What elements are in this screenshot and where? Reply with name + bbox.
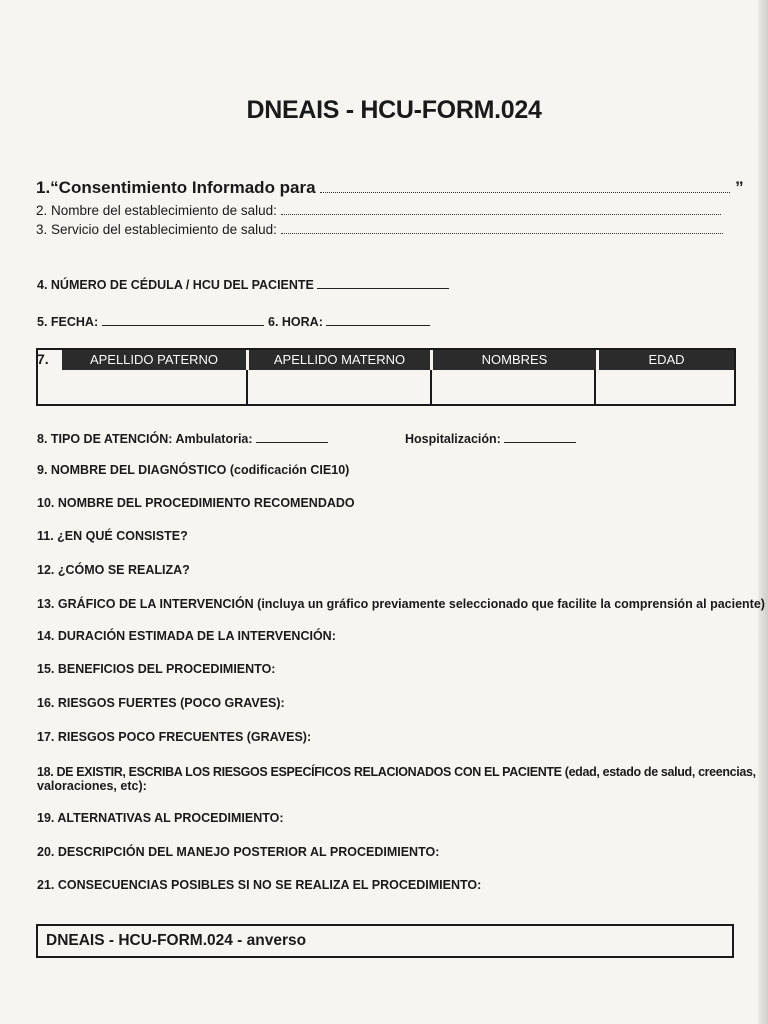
item-2-label: 2. Nombre del establecimiento de salud: [36,203,277,218]
item-1-close-quote: ” [735,178,744,197]
item-7-label: 7. [37,351,49,367]
item-6-row [268,313,430,329]
item-18-line-2: valoraciones, etc): [37,779,147,793]
item-15: 15. BENEFICIOS DEL PROCEDIMIENTO: [37,662,276,676]
item-1-field[interactable] [320,180,730,193]
footer-label: DNEAIS - HCU-FORM.024 - anverso [46,932,307,949]
item-4-row [37,276,449,292]
scan-edge-shadow [758,0,768,1024]
item-3-label: 3. Servicio del establecimiento de salud: [36,222,277,237]
table-input-row [38,370,734,404]
item-8-label: 8. TIPO DE ATENCIÓN: [37,432,173,446]
table-header-row [62,350,734,370]
hospitalizacion-field[interactable] [504,430,576,443]
footer-box [36,924,734,958]
item-16: 16. RIESGOS FUERTES (POCO GRAVES): [37,696,285,710]
hora-field[interactable] [326,313,430,326]
item-1-label: 1.“Consentimiento Informado para [36,178,316,197]
item-3-row [36,221,723,237]
col-apellido-materno: APELLIDO MATERNO [246,350,430,370]
item-14: 14. DURACIÓN ESTIMADA DE LA INTERVENCIÓN: [37,629,336,643]
item-12: 12. ¿CÓMO SE REALIZA? [37,563,190,577]
col-apellido-paterno: APELLIDO PATERNO [89,352,219,367]
ambulatoria-label: Ambulatoria: [175,432,253,446]
item-9: 9. NOMBRE DEL DIAGNÓSTICO (codificación CIE10) [37,463,350,477]
item-5-label: 5. FECHA: [37,315,99,329]
patient-name-table [36,348,736,406]
item-20: 20. DESCRIPCIÓN DEL MANEJO POSTERIOR AL PROCEDIMIENTO: [37,845,440,859]
item-21: 21. CONSECUENCIAS POSIBLES SI NO SE REALIZA EL PROCEDIMIENTO: [37,878,482,892]
edad-cell[interactable] [594,370,734,404]
item-6-label: 6. HORA: [268,315,323,329]
item-5-row [37,313,264,329]
nombres-cell[interactable] [430,370,594,404]
apellido-materno-cell[interactable] [246,370,430,404]
col-edad: EDAD [596,350,734,370]
item-2-field[interactable] [281,202,721,215]
item-19: 19. ALTERNATIVAS AL PROCEDIMIENTO: [37,811,284,825]
hospitalizacion-label: Hospitalización: [405,432,501,446]
item-11: 11. ¿EN QUÉ CONSISTE? [37,529,188,543]
item-17: 17. RIESGOS POCO FRECUENTES (GRAVES): [37,730,312,744]
hospitalizacion-row [405,430,576,446]
item-13: 13. GRÁFICO DE LA INTERVENCIÓN (incluya un gráfico previamente seleccionado que facilite la comprensión al paciente) [37,597,765,611]
form-title: DNEAIS - HCU-FORM.024 [246,96,542,124]
item-4-label: 4. NÚMERO DE CÉDULA / HCU DEL PACIENTE [37,278,314,292]
item-10: 10. NOMBRE DEL PROCEDIMIENTO RECOMENDADO [37,496,355,510]
ambulatoria-field[interactable] [256,430,328,443]
item-1-row [36,178,744,198]
item-18-line-1: 18. DE EXISTIR, ESCRIBA LOS RIESGOS ESPECÍFICOS RELACIONADOS CON EL PACIENTE (edad, estado de salud, creencias, [37,765,756,779]
cedula-field[interactable] [317,276,449,289]
apellido-paterno-cell[interactable] [38,370,246,404]
fecha-field[interactable] [102,313,264,326]
item-3-field[interactable] [281,221,723,234]
col-nombres: NOMBRES [430,350,596,370]
item-8-row [37,430,328,446]
item-2-row [36,202,721,218]
